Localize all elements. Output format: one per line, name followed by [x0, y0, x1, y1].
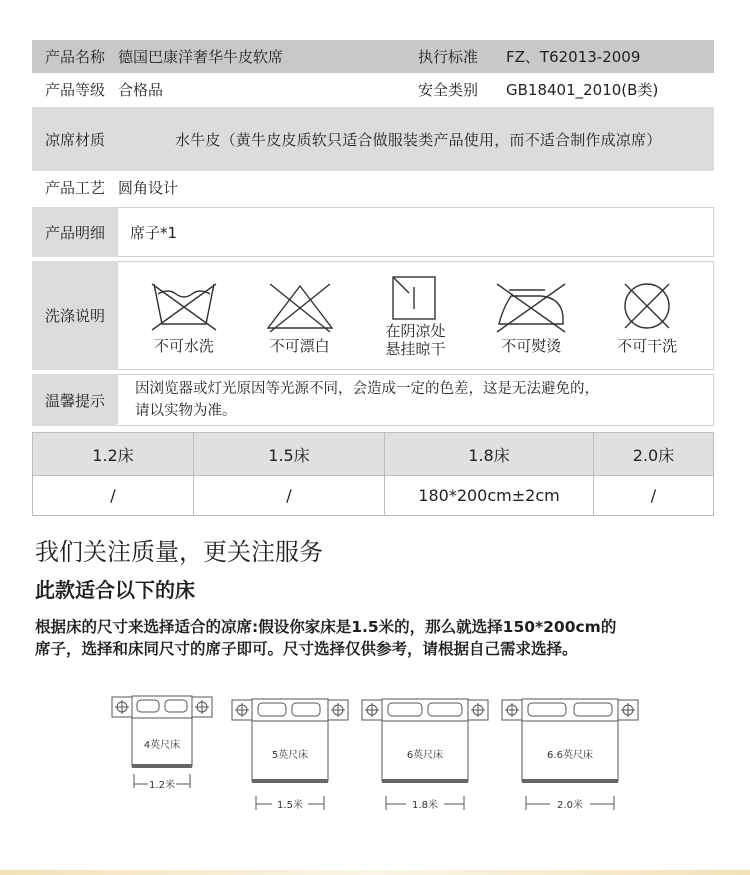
- no-dry-clean-icon: [607, 278, 687, 336]
- wash-icons: [118, 261, 714, 370]
- spec-row-detail: [32, 207, 714, 257]
- section-subtitle: 此款适合以下的床: [35, 578, 195, 602]
- desc-line1: 根据床的尺寸来选择适合的凉席:假设你家床是1.5米的，那么就选择150*200cm的: [35, 618, 617, 636]
- size-value: /: [194, 476, 385, 516]
- product-name-label: 产品名称: [44, 48, 105, 66]
- spec-row-material: [32, 107, 714, 171]
- material-label: 凉席材质: [44, 130, 105, 149]
- safety-label: 安全类别: [418, 81, 479, 99]
- spec-row-tip: [32, 374, 714, 426]
- safety-value: GB18401_2010(B类): [506, 81, 659, 99]
- standard-value: FZ、T62013-2009: [506, 48, 641, 66]
- wash-item: [592, 278, 702, 354]
- material-value: 水牛皮（黄牛皮皮质软只适合做服装类产品使用，而不适合制作成凉席）: [175, 130, 662, 149]
- detail-value: 席子*1: [118, 207, 714, 257]
- bed-width: 1.8米: [412, 800, 438, 811]
- size-header: 1.2床: [33, 433, 194, 476]
- size-header: 1.8床: [385, 433, 594, 476]
- size-table: [32, 432, 714, 516]
- spec-row-wash: [32, 261, 714, 370]
- spec-row-name: [32, 40, 714, 73]
- size-header: 1.5床: [194, 433, 385, 476]
- size-header-row: [33, 433, 714, 476]
- grade-value: 合格品: [118, 81, 164, 99]
- shade-hang-dry-icon: [375, 275, 455, 321]
- product-name-value: 德国巴康洋奢华牛皮软席: [118, 48, 284, 66]
- bed-width: 1.5米: [277, 800, 303, 811]
- no-iron-icon: [489, 278, 573, 336]
- wash-caption-line1: 在阴凉处: [385, 321, 446, 340]
- no-water-wash-icon: [144, 278, 224, 336]
- bed-label: 6.6英尺床: [547, 750, 593, 761]
- wash-item: [129, 278, 239, 354]
- wash-caption: 不可水洗: [153, 336, 214, 355]
- wash-caption: 不可漂白: [269, 336, 330, 355]
- tip-line2: 请以实物为准。: [135, 403, 237, 419]
- tip-line1: 因浏览器或灯光原因等光源不同，会造成一定的色差，这是无法避免的，: [135, 381, 599, 397]
- wash-caption-line2: 悬挂晾干: [385, 339, 446, 358]
- tip-value: [118, 374, 714, 426]
- no-bleach-icon: [260, 278, 340, 336]
- bed-width: 1.2米: [149, 780, 175, 791]
- tip-label: 温馨提示: [32, 374, 118, 426]
- bottom-divider: [0, 870, 750, 875]
- bed-label: 6英尺床: [406, 750, 444, 761]
- bed-width: 2.0米: [557, 800, 583, 811]
- section-description: [35, 616, 725, 660]
- size-value-row: [33, 476, 714, 516]
- wash-item: [360, 275, 470, 357]
- size-value: /: [33, 476, 194, 516]
- wash-caption: 不可干洗: [617, 336, 678, 355]
- craft-value: 圆角设计: [118, 178, 179, 197]
- spec-row-grade: [32, 73, 714, 106]
- wash-caption: 不可熨烫: [501, 336, 562, 355]
- bed-size-diagrams: [0, 690, 750, 830]
- wash-item: [245, 278, 355, 354]
- wash-item: [476, 278, 586, 354]
- craft-label: 产品工艺: [44, 178, 105, 197]
- bed-label: 5英尺床: [271, 750, 309, 761]
- grade-label: 产品等级: [44, 81, 105, 99]
- size-value: 180*200cm±2cm: [385, 476, 594, 516]
- standard-label: 执行标准: [418, 48, 479, 66]
- detail-label: 产品明细: [32, 207, 118, 257]
- wash-label: 洗涤说明: [32, 261, 118, 370]
- spec-row-craft: [32, 171, 714, 203]
- size-value: /: [594, 476, 714, 516]
- section-title: 我们关注质量，更关注服务: [35, 538, 323, 566]
- size-header: 2.0床: [594, 433, 714, 476]
- bed-label: 4英尺床: [143, 740, 181, 751]
- desc-line2: 席子，选择和床同尺寸的席子即可。尺寸选择仅供参考，请根据自己需求选择。: [35, 640, 578, 658]
